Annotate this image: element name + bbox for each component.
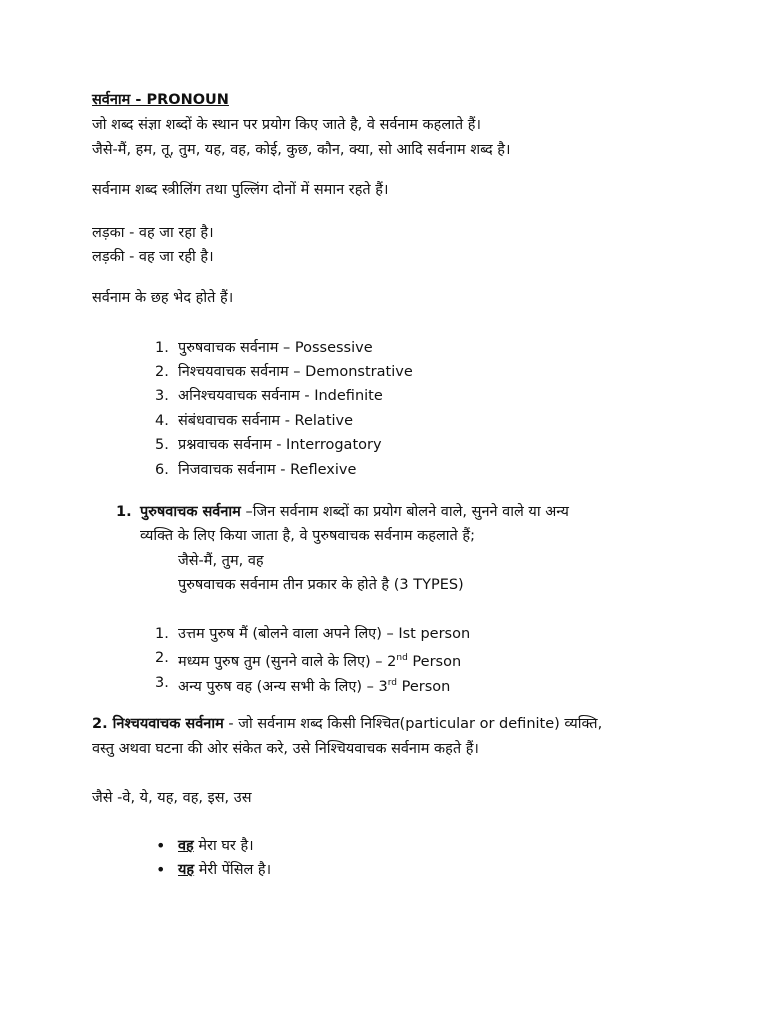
person-text-end: Person bbox=[407, 653, 462, 670]
example-girl: लड़की - वह जा रही है। bbox=[92, 249, 214, 265]
intro-line-1: जो शब्द संज्ञा शब्दों के स्थान पर प्रयोग किए जाते है, वे सर्वनाम कहलाते हैं। bbox=[92, 117, 482, 133]
list-number: 3. bbox=[155, 388, 169, 404]
person-text: अन्य पुरुष वह (अन्य सभी के लिए) – 3 bbox=[178, 678, 388, 695]
section1-line-1 bbox=[140, 502, 569, 522]
list-item: अनिश्चयवाचक सर्वनाम - Indefinite bbox=[178, 388, 383, 404]
page-title bbox=[92, 90, 229, 110]
bullet-rest: मेरा घर है। bbox=[193, 838, 254, 854]
intro-line-2: जैसे-मैं, हम, तू, तुम, यह, वह, कोई, कुछ, कौन, क्या, सो आदि सर्वनाम शब्द है। bbox=[92, 142, 511, 158]
list-number: 4. bbox=[155, 413, 169, 429]
list-number: 2. bbox=[155, 650, 169, 666]
section1-types-line: पुरुषवाचक सर्वनाम तीन प्रकार के होते है (3 TYPES) bbox=[178, 577, 464, 593]
list-number: 1. bbox=[155, 626, 169, 642]
section2-heading: 2. निश्चयवाचक सर्वनाम bbox=[92, 716, 224, 732]
list-item bbox=[178, 673, 450, 697]
list-item: निश्चयवाचक सर्वनाम – Demonstrative bbox=[178, 364, 413, 380]
section1-text-1: –जिन सर्वनाम शब्दों का प्रयोग बोलने वाले, सुनने वाले या अन्य bbox=[240, 504, 569, 520]
section2-example: जैसे -वे, ये, यह, वह, इस, उस bbox=[92, 790, 252, 806]
list-item bbox=[178, 860, 271, 880]
list-item: प्रश्नवाचक सर्वनाम - Interrogatory bbox=[178, 437, 382, 453]
person-text-end: Person bbox=[397, 678, 451, 695]
person-text: मध्यम पुरुष तुम (सुनने वाले के लिए) – 2 bbox=[178, 653, 397, 670]
list-number: 3. bbox=[155, 675, 169, 691]
example-boy: लड़का - वह जा रहा है। bbox=[92, 225, 214, 241]
title-text: सर्वनाम - PRONOUN bbox=[92, 92, 229, 108]
list-item bbox=[178, 836, 254, 856]
bullet-key: वह bbox=[178, 838, 194, 854]
types-intro: सर्वनाम के छह भेद होते हैं। bbox=[92, 290, 234, 306]
section2-line-1 bbox=[92, 714, 602, 734]
section2-line-2: वस्तु अथवा घटना की ओर संकेत करे, उसे निश्चियवाचक सर्वनाम कहते हैं। bbox=[92, 741, 479, 757]
list-number: 6. bbox=[155, 462, 169, 478]
section1-line-2: व्यक्ति के लिए किया जाता है, वे पुरुषवाचक सर्वनाम कहलाते हैं; bbox=[140, 528, 476, 544]
list-number: 5. bbox=[155, 437, 169, 453]
bullet-key: यह bbox=[178, 862, 195, 878]
list-number: 1. bbox=[155, 340, 169, 356]
bullet-rest: मेरी पेंसिल है। bbox=[194, 862, 272, 878]
section1-example: जैसे-मैं, तुम, वह bbox=[178, 553, 264, 569]
section1-heading: पुरुषवाचक सर्वनाम bbox=[140, 504, 241, 520]
section2-text-1: - जो सर्वनाम शब्द किसी निश्चित(particular or definite) व्यक्ति, bbox=[223, 716, 603, 732]
list-number: 2. bbox=[155, 364, 169, 380]
list-item: पुरुषवाचक सर्वनाम – Possessive bbox=[178, 340, 373, 356]
list-item: निजवाचक सर्वनाम - Reflexive bbox=[178, 462, 357, 478]
list-item: उत्तम पुरुष मैं (बोलने वाला अपने लिए) – Ist person bbox=[178, 626, 471, 642]
list-item: संबंधवाचक सर्वनाम - Relative bbox=[178, 413, 354, 429]
bullet-dot-icon: • bbox=[156, 860, 166, 879]
section1-number: 1. bbox=[116, 504, 132, 520]
bullet-dot-icon: • bbox=[156, 836, 166, 855]
ordinal-suffix: rd bbox=[387, 678, 397, 688]
list-item bbox=[178, 648, 461, 672]
gender-note: सर्वनाम शब्द स्त्रीलिंग तथा पुल्लिंग दोनों में समान रहते हैं। bbox=[92, 182, 389, 198]
ordinal-suffix: nd bbox=[396, 653, 408, 663]
